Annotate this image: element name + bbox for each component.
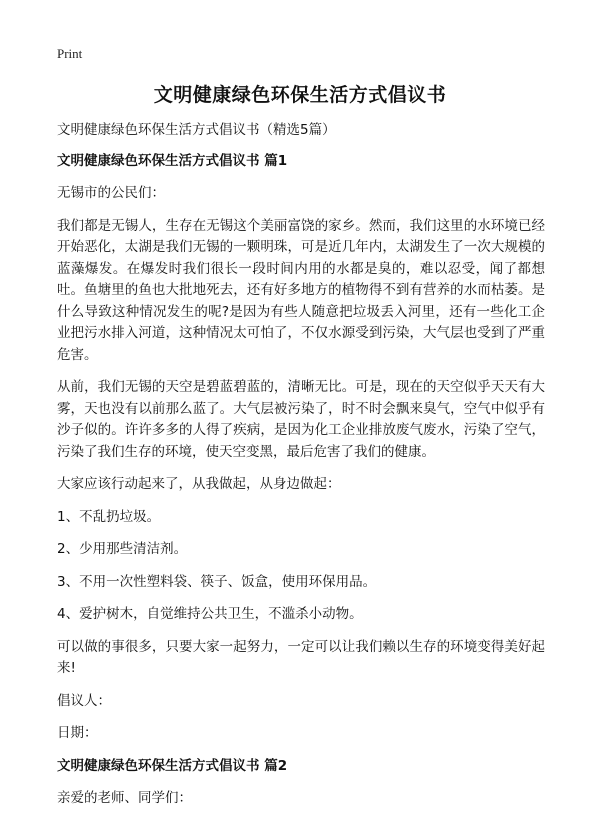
body-paragraph-2: 从前，我们无锡的天空是碧蓝碧蓝的，清晰无比。可是，现在的天空似乎天天有大雾，天也没有以前那么蓝了。大气层被污染了，时不时会飘来臭气，空气中似乎有沙子似的。许许多多的人得了疾病，是因为化工企业排放废气废水，污染了空气，污染了我们生存的环境，使天空变黑，最后危害了我们的健康。 [57, 379, 545, 460]
document-subtitle: 文明健康绿色环保生活方式倡议书（精选5篇） [57, 122, 336, 138]
date-line: 日期： [57, 725, 98, 741]
document-body [57, 120, 545, 810]
list-item: 4、爱护树木，自觉维持公共卫生，不滥杀小动物。 [57, 606, 363, 622]
list-item: 1、不乱扔垃圾。 [57, 508, 161, 525]
print-link[interactable]: Print [57, 46, 83, 61]
list-item: 3、不用一次性塑料袋、筷子、饭盒，使用环保用品。 [57, 573, 377, 590]
section-heading-1: 文明健康绿色环保生活方式倡议书 篇1 [57, 152, 288, 169]
page-title: 文明健康绿色环保生活方式倡议书 [153, 84, 447, 106]
body-paragraph-4: 可以做的事很多，只要大家一起努力，一定可以让我们赖以生存的环境变得美好起来! [57, 638, 545, 676]
signer-line: 倡议人： [57, 692, 111, 709]
greeting-paragraph: 无锡市的公民们： [57, 185, 165, 201]
list-item: 2、少用那些清洁剂。 [57, 541, 188, 557]
body-paragraph-1: 我们都是无锡人，生存在无锡这个美丽富饶的家乡。然而，我们这里的水环境已经开始恶化，太湖是我们无锡的一颗明珠，可是近几年内，太湖发生了一次大规模的蓝藻爆发。在爆发时我们很长一段时间内用的水都是臭的，难以忍受，闻了都想吐。鱼塘里的鱼也大批地死去，还有好多地方的植物得不到有营养的水而枯萎。是什么导致这种情况发生的呢?是因为有些人随意把垃圾丢入河里，还有一些化工企业把污水排入河道，这种情况太可怕了，不仅水源受到污染，大气层也受到了严重危害。 [57, 217, 545, 363]
greeting-paragraph-2: 亲爱的老师、同学们： [57, 790, 192, 806]
section-heading-2: 文明健康绿色环保生活方式倡议书 篇2 [57, 757, 288, 774]
body-paragraph-3: 大家应该行动起来了，从我做起，从身边做起： [57, 476, 341, 492]
